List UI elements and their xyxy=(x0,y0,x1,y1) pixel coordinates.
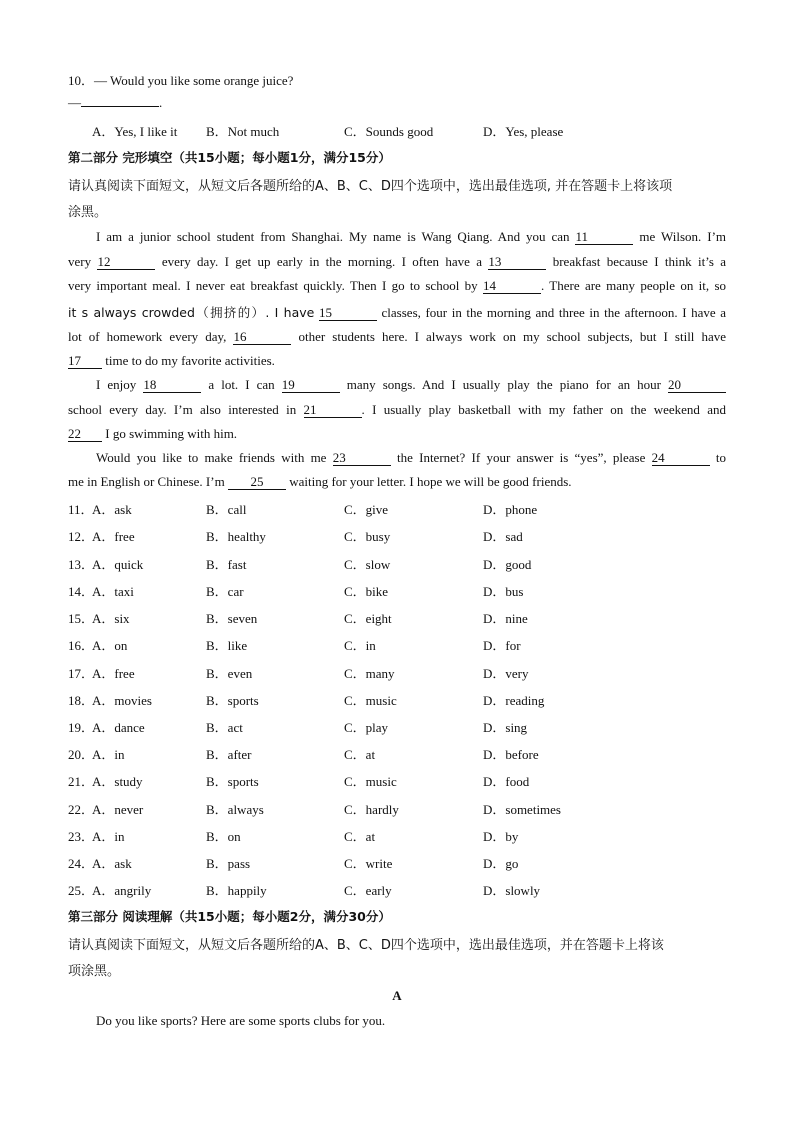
option-a: A．free xyxy=(92,529,135,544)
option-a: A．in xyxy=(92,829,125,844)
blank-11: 11 xyxy=(575,230,633,245)
passage-text: lot of homework every day, xyxy=(68,329,227,344)
option-a: A．angrily xyxy=(92,883,152,898)
question-number: 22． xyxy=(68,802,95,817)
option-b: B．pass xyxy=(206,856,251,871)
blank-23: 23 xyxy=(333,451,391,466)
passage-line-4 xyxy=(68,303,726,321)
option-a: A．study xyxy=(92,774,143,789)
option-d: D．very xyxy=(483,666,529,681)
option-row xyxy=(68,526,728,544)
option-c: C．early xyxy=(344,883,392,898)
option-a: A．free xyxy=(92,666,135,681)
blank-14: 14 xyxy=(483,279,541,294)
q10-answer-suffix: . xyxy=(159,95,163,110)
option-row xyxy=(68,635,728,653)
passage-line-10 xyxy=(96,450,726,466)
passage-line-8 xyxy=(68,402,726,418)
passage-text: I am a junior school student from Shanghai. My name is Wang Qiang. And you can xyxy=(96,229,570,244)
question-number: 18． xyxy=(68,693,95,708)
question-number: 14． xyxy=(68,584,95,599)
option-d: D．sing xyxy=(483,720,528,735)
option-row xyxy=(68,744,728,762)
blank-15: 15 xyxy=(319,306,377,321)
option-d: D．sometimes xyxy=(483,802,561,817)
option-b: B．act xyxy=(206,720,243,735)
passage-text: . I usually play basketball with my father on the weekend and xyxy=(361,402,727,417)
option-row xyxy=(68,826,728,844)
passage-text: waiting for your letter. I hope we will be good friends. xyxy=(289,474,572,489)
blank-19: 19 xyxy=(282,378,340,393)
option-c: C．in xyxy=(344,638,376,653)
option-d: D．reading xyxy=(483,693,545,708)
question-number: 12． xyxy=(68,529,95,544)
option-b: B．sports xyxy=(206,693,259,708)
passage-line-11 xyxy=(68,474,572,490)
part3-instruction-line1: 请认真阅读下面短文，从短文后各题所给的A、B、C、D四个选项中，选出最佳选项，并在答题卡上将该 xyxy=(68,938,664,953)
q10-answer-blank xyxy=(81,106,159,107)
question-number: 13． xyxy=(68,557,95,572)
section-a-heading: A xyxy=(392,988,402,1003)
option-b: B．seven xyxy=(206,611,258,626)
q10-option-b: B．Not much xyxy=(206,124,280,139)
passage-text: other students here. I always work on my school subjects, but I still have xyxy=(298,329,727,344)
passage-line-9 xyxy=(68,426,237,442)
passage-text: very important meal. I never eat breakfast quickly. Then I go to school by xyxy=(68,278,478,293)
option-d: D．nine xyxy=(483,611,528,626)
question-number: 17． xyxy=(68,666,95,681)
blank-25: 25 xyxy=(228,475,286,490)
passage-text: breakfast because I think it’s a xyxy=(552,254,727,269)
q10-answer-prefix: — xyxy=(68,95,81,110)
option-b: B．car xyxy=(206,584,244,599)
section-a-intro: Do you like sports? Here are some sports clubs for you. xyxy=(96,1013,386,1028)
option-d: D．for xyxy=(483,638,521,653)
option-c: C．write xyxy=(344,856,393,871)
option-c: C．hardly xyxy=(344,802,399,817)
question-number: 11． xyxy=(68,502,94,517)
option-row xyxy=(68,581,728,599)
passage-line-6 xyxy=(68,353,275,369)
blank-18: 18 xyxy=(143,378,201,393)
option-row xyxy=(68,608,728,626)
passage-text: Would you like to make friends with me xyxy=(96,450,327,465)
option-row xyxy=(68,717,728,735)
option-d: D．phone xyxy=(483,502,538,517)
option-a: A．in xyxy=(92,747,125,762)
q10-option-c: C．Sounds good xyxy=(344,124,434,139)
passage-text: me in English or Chinese. I’m xyxy=(68,474,225,489)
option-c: C．play xyxy=(344,720,389,735)
passage-line-5 xyxy=(68,329,726,345)
blank-17: 17 xyxy=(68,354,102,369)
option-b: B．healthy xyxy=(206,529,266,544)
passage-text: I enjoy xyxy=(96,377,137,392)
blank-12: 12 xyxy=(97,255,155,270)
option-row xyxy=(68,771,728,789)
option-c: C．busy xyxy=(344,529,391,544)
option-a: A．on xyxy=(92,638,128,653)
passage-line-3 xyxy=(68,278,726,294)
passage-text: me Wilson. I’m xyxy=(639,229,727,244)
q10-question: 10．— Would you like some orange juice? xyxy=(68,73,294,88)
passage-text: school every day. I’m also interested in xyxy=(68,402,297,417)
option-row xyxy=(68,663,728,681)
question-number: 24． xyxy=(68,856,95,871)
option-row xyxy=(68,690,728,708)
part2-instruction-line1: 请认真阅读下面短文，从短文后各题所给的A、B、C、D四个选项中，选出最佳选项, 并在答题卡上将该项 xyxy=(68,179,673,194)
part3-instruction-line2: 项涂黑。 xyxy=(68,964,121,979)
option-d: D．bus xyxy=(483,584,524,599)
option-d: D．good xyxy=(483,557,532,572)
option-a: A．taxi xyxy=(92,584,134,599)
passage-text: every day. I get up early in the morning. I often have a xyxy=(161,254,482,269)
blank-20: 20 xyxy=(668,378,726,393)
passage-text: I go swimming with him. xyxy=(105,426,238,441)
question-number: 19． xyxy=(68,720,95,735)
option-b: B．like xyxy=(206,638,248,653)
option-a: A．never xyxy=(92,802,144,817)
option-b: B．after xyxy=(206,747,252,762)
blank-16: 16 xyxy=(233,330,291,345)
question-number: 16． xyxy=(68,638,95,653)
option-c: C．slow xyxy=(344,557,391,572)
part2-heading: 第二部分 完形填空（共15小题；每小题1分，满分15分） xyxy=(68,150,391,165)
option-d: D．sad xyxy=(483,529,523,544)
option-d: D．before xyxy=(483,747,539,762)
option-c: C．many xyxy=(344,666,395,681)
option-a: A．ask xyxy=(92,502,132,517)
blank-21: 21 xyxy=(304,403,362,418)
option-b: B．call xyxy=(206,502,247,517)
option-a: A．quick xyxy=(92,557,144,572)
passage-text: to xyxy=(715,450,727,465)
q10-option-d: D．Yes, please xyxy=(483,124,564,139)
option-b: B．sports xyxy=(206,774,259,789)
passage-text: a lot. I can xyxy=(208,377,275,392)
option-b: B．on xyxy=(206,829,241,844)
part2-instruction-line2: 涂黑。 xyxy=(68,205,108,220)
passage-text: it s always crowded（拥挤的）. I have xyxy=(68,305,315,320)
option-row xyxy=(68,499,728,517)
question-number: 21． xyxy=(68,774,95,789)
passage-line-2 xyxy=(68,254,726,270)
q10-option-a: A．Yes, I like it xyxy=(92,124,178,139)
question-number: 20． xyxy=(68,747,95,762)
blank-24: 24 xyxy=(652,451,710,466)
q10-options xyxy=(68,121,728,139)
option-d: D．food xyxy=(483,774,530,789)
q10-answer-line xyxy=(68,95,162,111)
option-d: D．slowly xyxy=(483,883,541,898)
passage-text: the Internet? If your answer is “yes”, please xyxy=(396,450,646,465)
passage-text: many songs. And I usually play the piano for an hour xyxy=(346,377,661,392)
passage-line-7 xyxy=(96,377,726,393)
option-d: D．go xyxy=(483,856,519,871)
option-a: A．six xyxy=(92,611,130,626)
option-b: B．always xyxy=(206,802,264,817)
option-b: B．fast xyxy=(206,557,247,572)
option-c: C．give xyxy=(344,502,389,517)
option-d: D．by xyxy=(483,829,519,844)
option-c: C．at xyxy=(344,747,376,762)
option-a: A．movies xyxy=(92,693,152,708)
option-c: C．music xyxy=(344,693,397,708)
option-row xyxy=(68,554,728,572)
passage-line-1 xyxy=(96,229,726,245)
option-c: C．music xyxy=(344,774,397,789)
option-a: A．dance xyxy=(92,720,145,735)
passage-text: classes, four in the morning and three in the afternoon. I have a xyxy=(381,305,727,320)
option-a: A．ask xyxy=(92,856,132,871)
question-number: 15． xyxy=(68,611,95,626)
option-b: B．even xyxy=(206,666,253,681)
question-number: 23． xyxy=(68,829,95,844)
passage-text: . There are many people on it, so xyxy=(540,278,727,293)
option-row xyxy=(68,799,728,817)
blank-22: 22 xyxy=(68,427,102,442)
passage-text: very xyxy=(68,254,92,269)
option-row xyxy=(68,853,728,871)
question-number: 25． xyxy=(68,883,95,898)
option-b: B．happily xyxy=(206,883,267,898)
option-c: C．eight xyxy=(344,611,392,626)
option-c: C．at xyxy=(344,829,376,844)
part3-heading: 第三部分 阅读理解（共15小题；每小题2分，满分30分） xyxy=(68,909,391,924)
option-row xyxy=(68,880,728,898)
option-c: C．bike xyxy=(344,584,389,599)
blank-13: 13 xyxy=(488,255,546,270)
passage-text: time to do my favorite activities. xyxy=(105,353,275,368)
